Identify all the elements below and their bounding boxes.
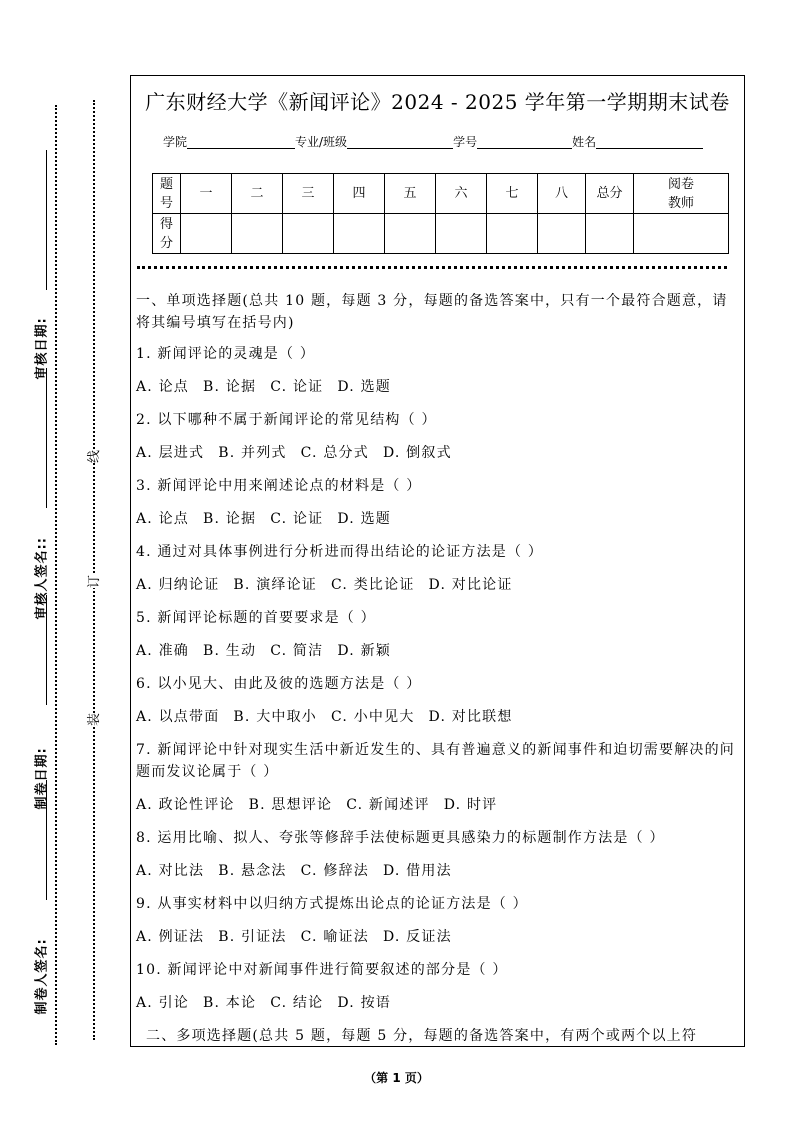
- question-options: [136, 860, 741, 893]
- question-list: [136, 343, 741, 1025]
- left-dotted-line: [55, 105, 57, 1045]
- question-text: 2. 以下哪种不属于新闻评论的常见结构（ ）: [136, 412, 437, 428]
- review-date-line: [46, 150, 47, 290]
- option-b[interactable]: B. 大中取小: [233, 709, 318, 725]
- major-field[interactable]: [347, 136, 453, 149]
- score-table-header-row: [153, 174, 729, 214]
- question-options: [136, 926, 741, 959]
- question-options: [136, 442, 741, 475]
- score-col-grader: 阅卷 教师: [634, 174, 729, 214]
- question-text: 8. 运用比喻、拟人、夸张等修辞手法使标题更具感染力的标题制作方法是（ ）: [136, 830, 665, 846]
- option-a[interactable]: A. 例证法: [136, 929, 205, 945]
- question-content: [136, 290, 741, 1047]
- score-cell[interactable]: [334, 214, 385, 254]
- make-date-label: 制卷日期:: [34, 747, 50, 810]
- score-table-value-row: [153, 214, 729, 254]
- section2-heading: 二、多项选择题(总共 5 题，每题 5 分，每题的备选答案中，有两个或两个以上符: [146, 1028, 698, 1044]
- option-c[interactable]: C. 喻证法: [300, 929, 369, 945]
- option-d[interactable]: D. 倒叙式: [382, 445, 452, 461]
- option-b[interactable]: B. 并列式: [218, 445, 287, 461]
- question-options: [136, 992, 741, 1025]
- reviewer-sign-line: [46, 368, 47, 508]
- score-col-6: 六: [436, 174, 487, 214]
- option-c[interactable]: C. 类比论证: [331, 577, 415, 593]
- question-text: 9. 从事实材料中以归纳方式提炼出论点的论证方法是（ ）: [136, 896, 528, 912]
- option-d[interactable]: D. 对比论证: [428, 577, 513, 593]
- maker-sign-label: 制卷人签名:: [34, 938, 50, 1015]
- college-field[interactable]: [187, 136, 295, 149]
- score-col-4: 四: [334, 174, 385, 214]
- option-a[interactable]: A. 引论: [136, 995, 190, 1011]
- option-b[interactable]: B. 悬念法: [218, 863, 287, 879]
- option-a[interactable]: A. 论点: [136, 511, 190, 527]
- option-c[interactable]: C. 修辞法: [300, 863, 369, 879]
- binding-dotted-line: [93, 100, 95, 1040]
- section1-heading: 一、单项选择题(总共 10 题，每题 3 分，每题的备选答案中，只有一个最符合题意，请将其编号填写在括号内): [136, 293, 728, 331]
- score-col-2: 二: [232, 174, 283, 214]
- review-date-label: 审核日期:: [34, 317, 50, 380]
- dotted-separator: [137, 266, 727, 269]
- option-d[interactable]: D. 反证法: [382, 929, 452, 945]
- option-d[interactable]: D. 借用法: [382, 863, 452, 879]
- question-options: [136, 376, 741, 409]
- option-c[interactable]: C. 结论: [270, 995, 324, 1011]
- reviewer-sign-label: 审核人签名::: [34, 537, 50, 620]
- binding-char-xian: 线: [81, 450, 104, 463]
- option-d[interactable]: D. 新颖: [337, 643, 391, 659]
- question-text: 10. 新闻评论中对新闻事件进行简要叙述的部分是（ ）: [136, 962, 508, 978]
- option-b[interactable]: B. 思想评论: [248, 797, 333, 813]
- option-b[interactable]: B. 论据: [203, 511, 257, 527]
- student-id-field[interactable]: [477, 136, 572, 149]
- option-c[interactable]: C. 论证: [270, 379, 324, 395]
- option-c[interactable]: C. 论证: [270, 511, 324, 527]
- score-cell[interactable]: [181, 214, 232, 254]
- option-a[interactable]: A. 论点: [136, 379, 190, 395]
- name-field[interactable]: [596, 136, 703, 149]
- student-info-line: [163, 133, 703, 150]
- score-cell[interactable]: [634, 214, 729, 254]
- score-col-7: 七: [487, 174, 538, 214]
- question-text: 3. 新闻评论中用来阐述论点的材料是（ ）: [136, 478, 422, 494]
- question-text: 7. 新闻评论中针对现实生活中新近发生的、具有普遍意义的新闻事件和迫切需要解决的问题而发议论属于（ ）: [136, 742, 736, 780]
- option-a[interactable]: A. 以点带面: [136, 709, 220, 725]
- score-col-8: 八: [538, 174, 586, 214]
- option-b[interactable]: B. 生动: [203, 643, 257, 659]
- question-text: 5. 新闻评论标题的首要要求是（ ）: [136, 610, 376, 626]
- question-options: [136, 574, 741, 607]
- score-cell[interactable]: [283, 214, 334, 254]
- college-label: 学院: [163, 135, 188, 149]
- score-col-total: 总分: [586, 174, 634, 214]
- major-label: 专业/班级: [295, 135, 348, 149]
- exam-title: 广东财经大学《新闻评论》2024 - 2025 学年第一学期期末试卷: [145, 90, 730, 114]
- binding-char-zhuang: 装: [81, 713, 104, 726]
- question-options: [136, 508, 741, 541]
- maker-sign-line: [46, 780, 47, 900]
- score-table: [152, 173, 729, 254]
- option-d[interactable]: D. 时评: [443, 797, 498, 813]
- score-cell[interactable]: [385, 214, 436, 254]
- option-a[interactable]: A. 准确: [136, 643, 190, 659]
- score-col-3: 三: [283, 174, 334, 214]
- option-c[interactable]: C. 小中见大: [331, 709, 415, 725]
- option-b[interactable]: B. 演绎论证: [233, 577, 318, 593]
- score-cell[interactable]: [538, 214, 586, 254]
- question-options: [136, 706, 741, 739]
- option-c[interactable]: C. 新闻述评: [346, 797, 430, 813]
- question-options: [136, 794, 741, 827]
- student-id-label: 学号: [453, 135, 478, 149]
- option-c[interactable]: C. 总分式: [300, 445, 369, 461]
- make-date-line: [46, 595, 47, 705]
- score-col-5: 五: [385, 174, 436, 214]
- option-b[interactable]: B. 本论: [203, 995, 257, 1011]
- exam-frame: [130, 75, 745, 1047]
- option-a[interactable]: A. 归纳论证: [136, 577, 220, 593]
- option-b[interactable]: B. 引证法: [218, 929, 287, 945]
- page-number: （第 1 页）: [364, 1071, 429, 1085]
- option-a[interactable]: A. 对比法: [136, 863, 205, 879]
- option-d[interactable]: D. 按语: [337, 995, 391, 1011]
- name-label: 姓名: [572, 135, 597, 149]
- option-d[interactable]: D. 选题: [337, 379, 391, 395]
- score-col-1: 一: [181, 174, 232, 214]
- binding-char-ding: 订: [81, 575, 104, 588]
- score-cell[interactable]: [586, 214, 634, 254]
- option-d[interactable]: D. 选题: [337, 511, 391, 527]
- option-d[interactable]: D. 对比联想: [428, 709, 513, 725]
- score-row1-label: 题 号: [153, 174, 181, 214]
- option-a[interactable]: A. 层进式: [136, 445, 205, 461]
- question-text: 6. 以小见大、由此及彼的选题方法是（ ）: [136, 676, 422, 692]
- option-a[interactable]: A. 政论性评论: [136, 797, 235, 813]
- question-text: 4. 通过对具体事例进行分析进而得出结论的论证方法是（ ）: [136, 544, 544, 560]
- score-row2-label: 得 分: [153, 214, 181, 254]
- score-cell[interactable]: [232, 214, 283, 254]
- score-cell[interactable]: [487, 214, 538, 254]
- question-text: 1. 新闻评论的灵魂是（ ）: [136, 346, 316, 362]
- option-c[interactable]: C. 简洁: [270, 643, 324, 659]
- score-cell[interactable]: [436, 214, 487, 254]
- question-options: [136, 640, 741, 673]
- option-b[interactable]: B. 论据: [203, 379, 257, 395]
